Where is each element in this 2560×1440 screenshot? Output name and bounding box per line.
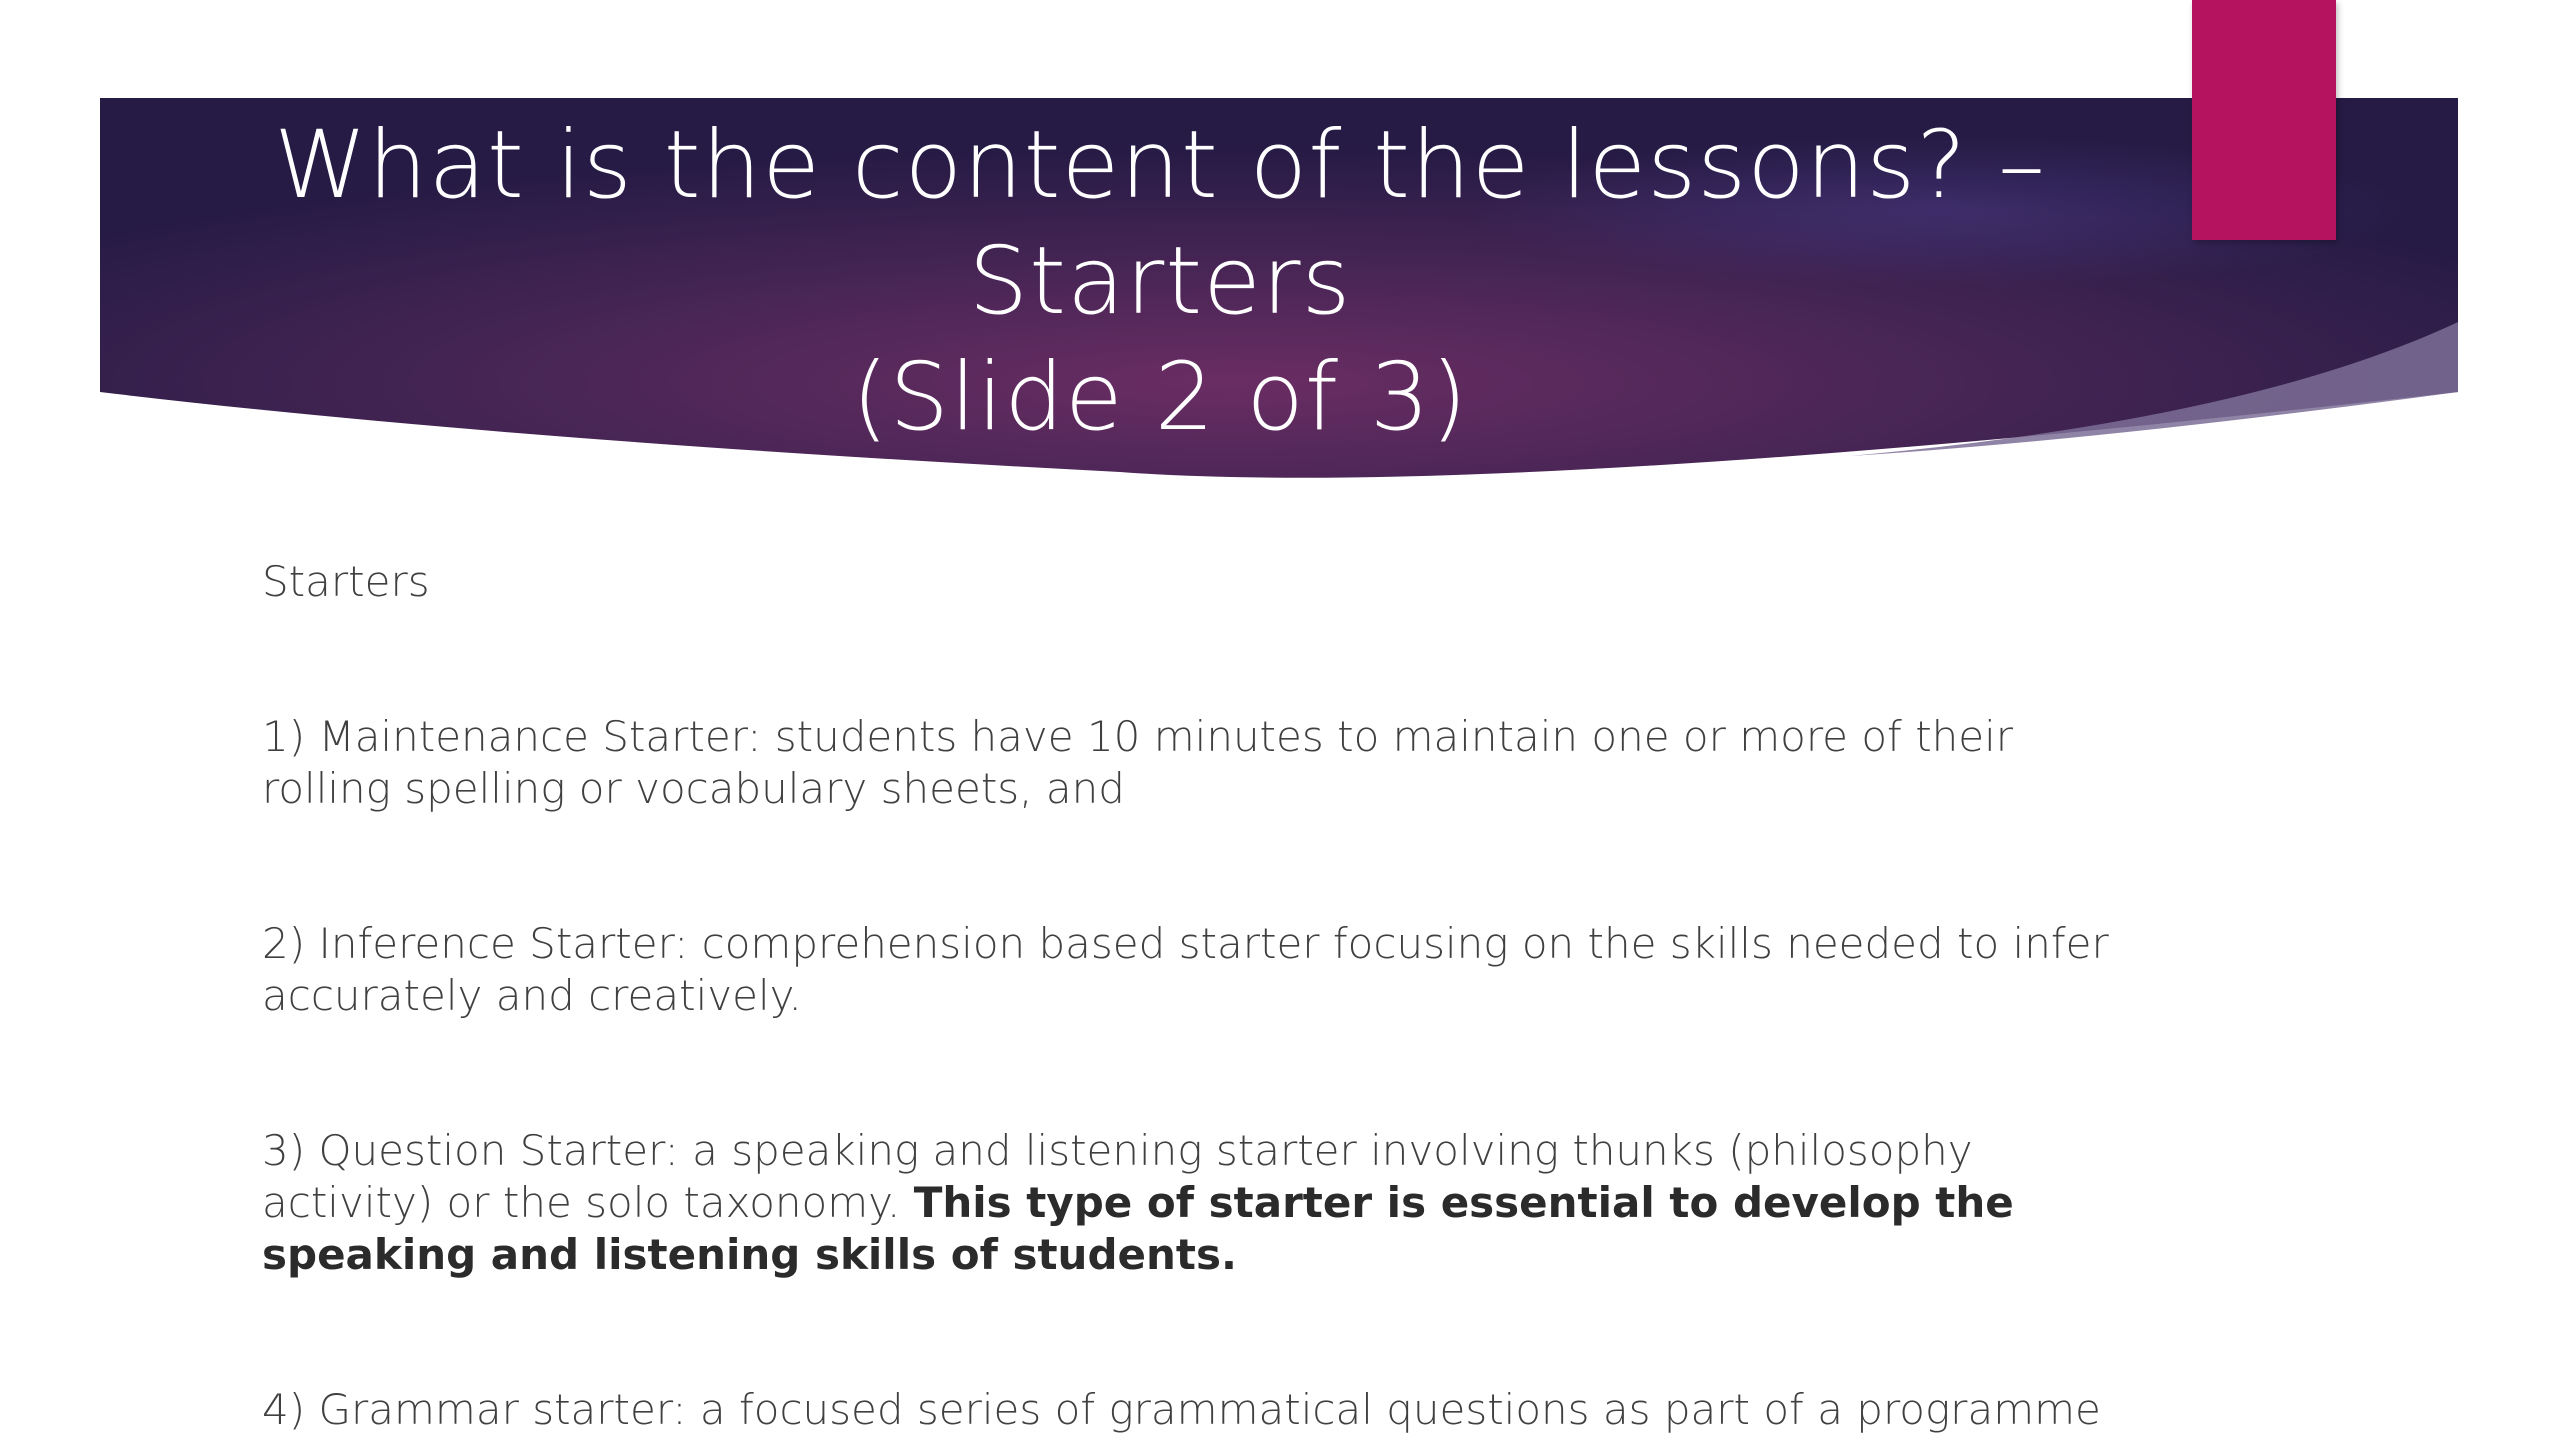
item-text: 4) Grammar starter: a focused series of grammatical questions as part of a programme <box>262 1385 2101 1434</box>
list-item-maintenance <box>262 711 2122 815</box>
title-line-3: (Slide 2 of 3) <box>851 343 1469 452</box>
list-item-inference <box>262 918 2122 1022</box>
item-text: 3) Question Starter: a speaking and listening starter involving thunks (philosophy activity) or the solo taxonomy. <box>262 1126 1973 1227</box>
title-line-1: What is the content of the lessons? – <box>273 111 2047 220</box>
accent-tab <box>2192 0 2336 240</box>
section-heading: Starters <box>262 557 430 606</box>
slide-body <box>262 556 2122 1440</box>
item-bold-text: This type of starter is essential to develop the speaking and listening skills of students. <box>262 1178 2014 1279</box>
title-line-2: Starters <box>968 227 1352 336</box>
item-text: 1) Maintenance Starter: students have 10 minutes to maintain one or more of their rolling spelling or vocabulary sheets, and <box>262 712 2014 813</box>
list-item-question <box>262 1125 2122 1281</box>
list-item-grammar <box>262 1384 2122 1436</box>
slide-title <box>240 108 2080 456</box>
item-text: 2) Inference Starter: comprehension based starter focusing on the skills needed to infer accurately and creatively. <box>262 919 2109 1020</box>
